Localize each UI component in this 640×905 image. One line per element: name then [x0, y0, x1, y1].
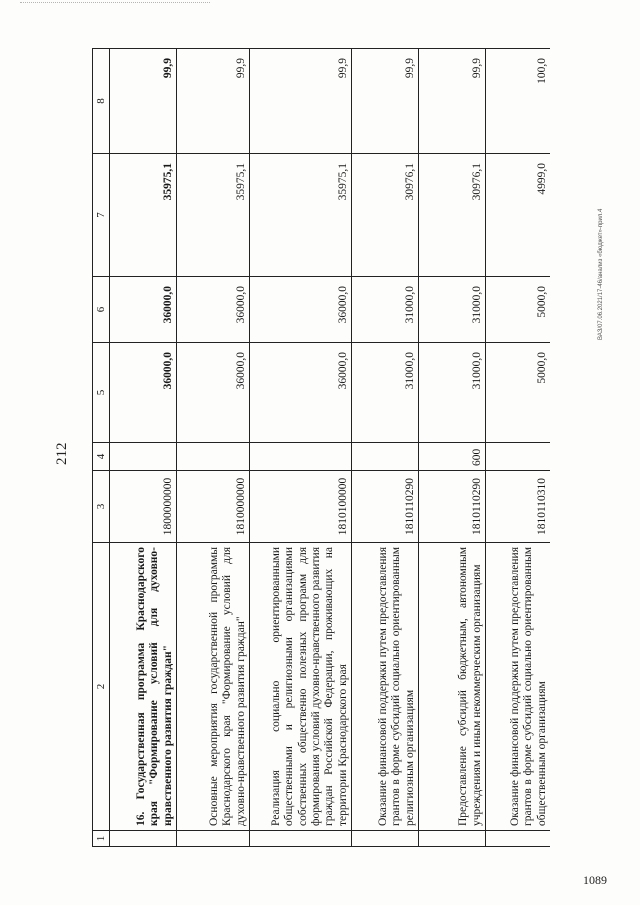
- cell-num: [177, 831, 250, 847]
- table-row: [110, 49, 177, 847]
- budget-table: [92, 48, 550, 847]
- cell-value: 35975,1: [250, 154, 352, 277]
- cell-value: 99,9: [352, 49, 419, 154]
- cell-num: [250, 831, 352, 847]
- footer-code: ВАЗ/07.06.2021/17-46/анализ «бюджет»-прил.4: [598, 208, 604, 340]
- column-number: 4: [93, 443, 110, 471]
- cell-value: 31000,0: [352, 277, 419, 343]
- column-number: 6: [93, 277, 110, 343]
- cell-code: 1810000000: [177, 471, 250, 543]
- cell-vr: [250, 443, 352, 471]
- cell-name: Оказание финансовой поддержки путем предоставления грантов в форме субсидий социально ориентированным религиозным организациям: [352, 543, 419, 831]
- cell-value: 99,9: [250, 49, 352, 154]
- cell-value: 30976,1: [352, 154, 419, 277]
- column-number: 7: [93, 154, 110, 277]
- cell-code: 1810110290: [419, 471, 486, 543]
- cell-value: 4999,0: [486, 154, 551, 277]
- table-row: [250, 49, 352, 847]
- cell-value: 36000,0: [110, 343, 177, 443]
- table-row: [177, 49, 250, 847]
- cell-code: 1800000000: [110, 471, 177, 543]
- table-row: [419, 49, 486, 847]
- table-row: [486, 49, 551, 847]
- cell-value: 100,0: [486, 49, 551, 154]
- cell-value: 36000,0: [250, 343, 352, 443]
- cell-value: 31000,0: [352, 343, 419, 443]
- column-number: 3: [93, 471, 110, 543]
- cell-vr: [352, 443, 419, 471]
- cell-num: [486, 831, 551, 847]
- cell-value: 36000,0: [250, 277, 352, 343]
- cell-code: 1810100000: [250, 471, 352, 543]
- corner-page-number: 1089: [583, 873, 607, 887]
- cell-value: 31000,0: [419, 277, 486, 343]
- cell-name: Оказание финансовой поддержки путем предоставления грантов в форме субсидий социально ориентированным общественным организациям: [486, 543, 551, 831]
- cell-value: 99,9: [110, 49, 177, 154]
- cell-vr: 600: [419, 443, 486, 471]
- cell-value: 5000,0: [486, 277, 551, 343]
- cell-name: Реализация социально ориентированными общественными и религиозными организациями собственных общественно полезных программ для формирования условий духовно-нравственного развития граждан Российской Федерации, проживающих на территории Краснодарского края: [250, 543, 352, 831]
- column-number: 8: [93, 49, 110, 154]
- cell-num: [110, 831, 177, 847]
- cell-num: [419, 831, 486, 847]
- cell-value: 36000,0: [177, 277, 250, 343]
- cell-value: 5000,0: [486, 343, 551, 443]
- cell-name: Основные мероприятия государственной программы Краснодарского края "Формирование условий для духовно-нравственного развития граждан": [177, 543, 250, 831]
- column-number-row: [93, 49, 110, 847]
- cell-value: 36000,0: [177, 343, 250, 443]
- cell-value: 31000,0: [419, 343, 486, 443]
- column-number: 2: [93, 543, 110, 831]
- cell-vr: [177, 443, 250, 471]
- column-number: 5: [93, 343, 110, 443]
- page-number: 212: [54, 442, 70, 465]
- cell-vr: [110, 443, 177, 471]
- cell-value: 99,9: [419, 49, 486, 154]
- cell-name: Предоставление субсидий бюджетным, автономным учреждениям и иным некоммерческим организациям: [419, 543, 486, 831]
- cell-value: 35975,1: [110, 154, 177, 277]
- cell-value: 99,9: [177, 49, 250, 154]
- cell-code: 1810110290: [352, 471, 419, 543]
- cell-num: [352, 831, 419, 847]
- cell-value: 35975,1: [177, 154, 250, 277]
- table-row: [352, 49, 419, 847]
- cell-value: 30976,1: [419, 154, 486, 277]
- cell-value: 36000,0: [110, 277, 177, 343]
- cell-code: 1810110310: [486, 471, 551, 543]
- cell-name: 16. Государственная программа Краснодарского края "Формирование условий для духовно-нравственного развития граждан": [110, 543, 177, 831]
- cell-vr: [486, 443, 551, 471]
- column-number: 1: [93, 831, 110, 847]
